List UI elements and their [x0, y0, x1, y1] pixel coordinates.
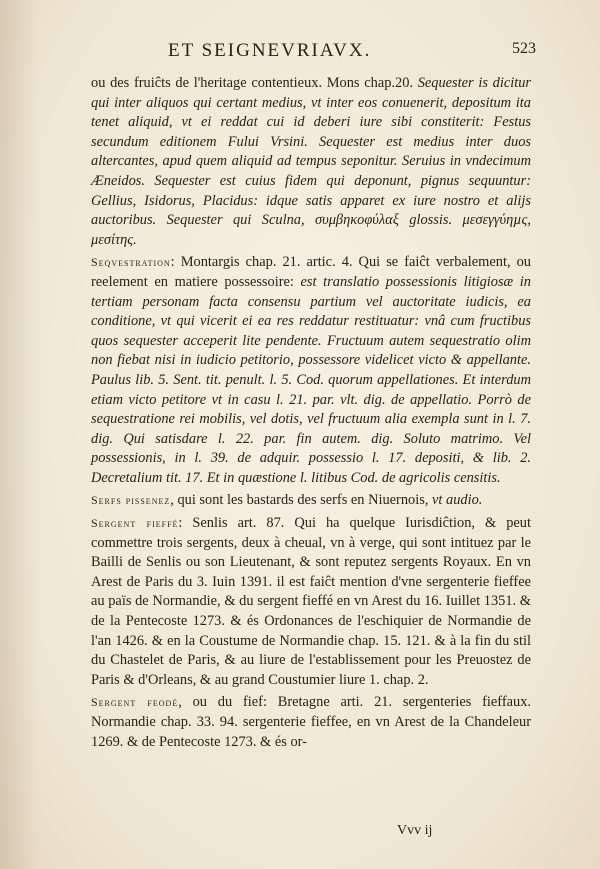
entry-headword: Seqvestration	[91, 255, 171, 270]
page-number: 523	[512, 40, 536, 57]
gutter-shadow	[0, 0, 40, 869]
paragraph-sequestration	[91, 253, 531, 488]
signature-mark: Vvv ij	[397, 823, 433, 838]
text-run: , ou du fief: Bretagne arti. 21. sergenteries fieffaux. Normandie chap. 33. 94. sergenterie fieffee, en vn Arest de la Chandeleur 1269. & de Pentecoste 1273. & és or-	[91, 694, 531, 750]
paragraph-serfs-pissenez	[91, 491, 531, 511]
paragraph-sergent-feode	[91, 693, 531, 752]
latin-run: est translatio possessionis litigiosæ in tertiam personam facta consensu partium vel auctoritate iudicis, ea conditione, vt qui vicerit ei ea res reddatur restituatur: vnâ cum fructibus quos sequester acceperit lite pendente. Fructuum autem sequestratio olim non fiebat nisi in iudicio petitorio, possessore videlicet victo & appellante. Paulus lib. 5. Sent. tit. penult. l. 5. Cod. quorum appellationes. Et interdum etiam victo petitore vt in casu l. 21. par. vlt. dig. de appellatio. Porrò de sequestratione rei mobilis, vel dotis, vel fructuum alia exempla sunt in l. 7. dig. Qui satisdare l. 22. par. fin autem. dig. Soluto matrimo. Vel possessionis, in l. 39. de adquir. possessio l. 17. depositi, & lib. 2. Decretalium tit. 17. Et in quæstione l. litibus Cod. de agricolis censitis.	[91, 273, 531, 486]
body-text	[91, 74, 531, 752]
running-head-title: ET SEIGNEVRIAVX.	[168, 40, 372, 61]
text-run: : Montargis chap. 21. artic. 4. Qui se faiĉt verbalement, ou reelement en matiere possessoire:	[91, 254, 531, 290]
latin-run: Sequester is dicitur qui inter aliquos qui certant medius, vt inter eos conuenerit, depositum ita tenet aliquid, vt ei reddat cui id deberi iure sibi constiterit: Festus secundum editionem Fului Vrsini. Sequester est medius inter duos altercantes, apud quem aliquid ad tempus seponitur. Seruius in vndecimum Æneidos. Sequester est cuius fidem qui deponunt, pignus sequuntur: Gellius, Isidorus, Placidus: idque satis apparet ex iure nostro et alijs auctoribus. Sequester qui Sculna, συμβηκοφύλαξ glossis. μεσεγγύηµς, μεσίτης.	[91, 75, 531, 248]
running-head	[90, 40, 536, 62]
entry-headword: Serfs pissenez	[91, 493, 171, 508]
text-run: : Senlis art. 87. Qui ha quelque Iurisdiĉtion, & peut commettre trois sergents, deux à cheual, vn à verge, qui sont intituez par le Bailli de Senlis ou son Lieutenant, & sont reputez sergents Royaux. En vn Arest de Paris du 3. Iuin 1391. il est faiĉt mention d'vne sergenterie fieffee au païs de Normandie, & du sergent fieffé en vn Arest du 16. Iuillet 1351. & de la Pentecoste 1273. & és Ordonances de l'eschiquier de Normandie de l'an 1426. & en la Coustume de Normandie chap. 15. 121. & à la fin du stil du Chastelet de Paris, & au liure de l'establissement pour les Preuostez de Paris & d'Orleans, & au grand Coustumier liure 1. chap. 2.	[91, 515, 531, 688]
entry-headword: Sergent feodé	[91, 695, 179, 710]
entry-headword: Sergent fieffé	[91, 516, 179, 531]
text-run: , qui sont les bastards des serfs en Niuernois,	[170, 492, 433, 509]
paragraph-sergent-fieffe	[91, 514, 531, 690]
paragraph-sequestre-definition	[91, 74, 531, 250]
text-run: ou des fruiĉts de l'heritage contentieux. Mons chap.20.	[91, 75, 418, 91]
latin-run: vt audio.	[432, 492, 483, 509]
